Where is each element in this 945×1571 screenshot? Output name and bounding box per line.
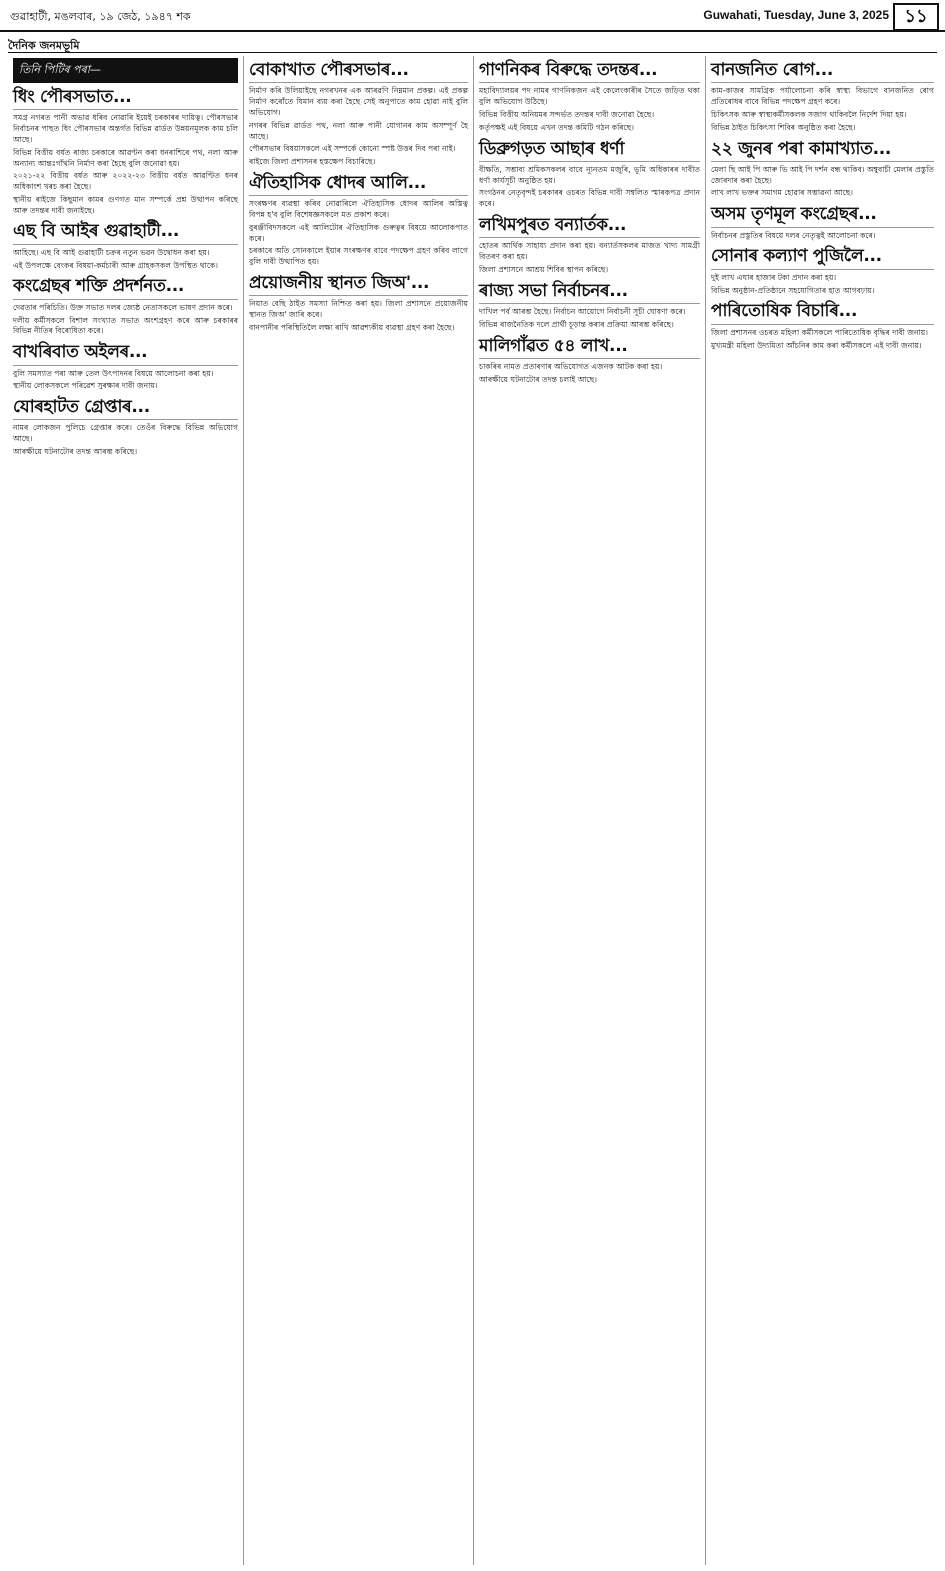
article xyxy=(13,221,238,271)
page-header xyxy=(0,0,945,32)
article-paragraph: স্থানীয় লোকসকলে পৰিৱেশ সুৰক্ষাৰ দাবী জনায়। xyxy=(13,381,158,391)
article-paragraph: দুই লাখ এঘাৰ হাজাৰ টকা প্ৰদান কৰা হয়। xyxy=(711,272,837,282)
column-4 xyxy=(706,56,939,1565)
article xyxy=(711,139,934,200)
article-paragraph: নিৰ্মাণ কৰি উলিয়াইছে নগৰখনৰ এক আৰৱণি নিম্নমান প্ৰকল্প। এই প্ৰকল্প নিৰ্মাণ কৰোঁতে যিমান ব্যয় কৰা হৈছে সেই অনুপাতে কাম হোৱা নাই বুলি অভিযোগ। xyxy=(249,86,468,117)
article-headline: গাণনিকৰ বিৰুদ্ধে তদন্তৰ... xyxy=(479,60,700,83)
paper-name: দৈনিক জনমভূমি xyxy=(8,39,80,52)
article xyxy=(711,246,934,296)
article-paragraph: জিলা প্ৰশাসনৰ ওচৰত মহিলা কৰ্মীসকলে পাৰিতোষিক বৃদ্ধিৰ দাবী জনায়। xyxy=(711,327,928,337)
article-paragraph: বুৰঞ্জীবিদসকলে এই আলিটোৰ ঐতিহাসিক গুৰুত্বৰ বিষয়ে আলোকপাত কৰে। xyxy=(249,222,468,243)
column-3 xyxy=(474,56,706,1565)
article-paragraph: লাখ লাখ ভক্তৰ সমাগম হোৱাৰ সম্ভাৱনা আছে। xyxy=(711,188,853,198)
article-paragraph: বীক্ষতি, সম্ভাব্য শ্ৰমিকসকলৰ বাবে ন্যূনতম মজুৰি, ভূমি অধিকাৰৰ দাবীত ধৰ্ণা কাৰ্যসূচী অনুষ্ঠিত হয়। xyxy=(479,164,700,185)
article-paragraph: চৰকাৰে অতি সোনকালে ইয়াৰ সংৰক্ষণৰ বাবে পদক্ষেপ গ্ৰহণ কৰিব লাগে বুলি দাবী উত্থাপিত হয়। xyxy=(249,246,468,267)
article-paragraph: নগৰৰ বিভিন্ন ৱাৰ্ডত পথ, নলা আৰু পানী যোগানৰ কাম অসম্পূৰ্ণ হৈ আছে। xyxy=(249,120,468,141)
article-headline: মালিগাঁৱত ৫৪ লাখ... xyxy=(479,336,700,359)
article-paragraph: স্থানীয় ৰাইজে কিছুমান কামৰ গুণগত মান সম্পৰ্কে প্ৰশ্ন উত্থাপন কৰিছে আৰু তদন্তৰ দাবী জনাইছে। xyxy=(13,194,238,215)
article-paragraph: বিভিন্ন বিত্তীয় অনিয়মৰ সন্দৰ্ভত তদন্তৰ দাবী জনোৱা হৈছে। xyxy=(479,109,655,119)
article-paragraph: দাখিল পৰ্ব আৰম্ভ হৈছে। নিৰ্বাচন আয়োগে নিৰ্বাচনী সূচী ঘোষণা কৰে। xyxy=(479,307,686,317)
article-paragraph: জিলা প্ৰশাসনে আশ্ৰয় শিবিৰ স্থাপন কৰিছে। xyxy=(479,264,609,274)
article-headline: যোৰহাটত গ্ৰেপ্তাৰ... xyxy=(13,397,238,420)
article-paragraph: বিভিন্ন ঠাইত চিকিৎসা শিবিৰ অনুষ্ঠিত কৰা হৈছে। xyxy=(711,122,856,132)
article xyxy=(13,342,238,392)
article-paragraph: মেলা ছি আই পি আৰু ভি আই পি দৰ্শন বন্ধ থাকিব। অম্বুবাচী মেলাৰ প্ৰস্তুতি জোৰদাৰ কৰা হৈছে। xyxy=(711,164,934,185)
article-paragraph: ২০২১-২২ বিত্তীয় বৰ্ষত আৰু ২০২২-২৩ বিত্তীয় বৰ্ষত আৱণ্টিত ধনৰ অধিকাংশ খৰচ কৰা হৈছে। xyxy=(13,171,238,192)
article xyxy=(479,139,700,211)
article-paragraph: হোতৰ আৰ্থিক সাহায্য প্ৰদান কৰা হয়। বন্যাৰ্তসকলৰ মাজত খাদ্য সামগ্ৰী বিতৰণ কৰা হয়। xyxy=(479,241,700,262)
article-paragraph: দেৱতাৰ পৰিচিতি। উক্ত সভাত দলৰ জ্যেষ্ঠ নেতাসকলে ভাষণ প্ৰদান কৰে। xyxy=(13,302,233,312)
masthead xyxy=(8,34,937,53)
article-paragraph: সমগ্ৰ নগৰত পানী অভাৱ ধৰিব নোৱাৰি ইয়েই চৰকাৰৰ দায়িত্ব। পৌৰসভাৰ নিৰ্বাচনৰ পাছত ধিং পৌৰসভাৰ অন্তৰ্গত বিভিন্ন ৱাৰ্ডত উন্নয়নমূলক কাম চলি আছে। xyxy=(13,113,238,144)
article xyxy=(13,397,238,458)
article xyxy=(13,276,238,337)
article-paragraph: নিৰ্বাচনৰ প্ৰস্তুতিৰ বিষয়ে দলৰ নেতৃত্বই আলোচনা কৰে। xyxy=(711,230,876,240)
article-headline: সোনাৰ কল্যাণ পুজিলৈ... xyxy=(711,246,934,269)
article-paragraph: আহিছে। এছ বি আই গুৱাহাটী চক্ৰৰ নতুন ভৱন উদ্বোধন কৰা হয়। xyxy=(13,247,210,257)
article-paragraph: পৌৰসভাৰ বিষয়াসকলে এই সম্পৰ্কে কোনো স্পষ্ট উত্তৰ দিব পৰা নাই। xyxy=(249,144,456,154)
article-paragraph: মুখ্যমন্ত্ৰী মহিলা উদ্যমিতা আঁচনিৰ কাম কৰা কৰ্মীসকলে এই দাবী জনায়। xyxy=(711,340,922,350)
article xyxy=(479,215,700,276)
article-paragraph: চাকৰিৰ নামত প্ৰতাৰণাৰ অভিযোগত এজনক আটক কৰা হয়। xyxy=(479,362,663,372)
article-paragraph: সংগঠনৰ নেতৃবৃন্দই চৰকাৰৰ ওচৰত বিভিন্ন দাবী সম্বলিত স্মাৰকপত্ৰ প্ৰদান কৰে। xyxy=(479,188,700,209)
article-headline: লখিমপুৰত বন্যাৰ্তক... xyxy=(479,215,700,238)
article-headline: বোকাখাত পৌৰসভাৰ... xyxy=(249,60,468,83)
article-paragraph: সংৰক্ষণৰ ব্যৱস্থা কৰিব নোৱাৰিলে ঐতিহাসিক ধোদৰ আলিৰ অস্তিত্ব বিপন্ন হ'ব বুলি বিশেষজ্ঞসকলে মত প্ৰকাশ কৰে। xyxy=(249,199,468,220)
article-paragraph: কৰ্তৃপক্ষই এই বিষয়ে এখন তদন্ত কমিটি গঠন কৰিছে। xyxy=(479,122,634,132)
header-date-assamese: গুৱাহাটী, মঙলবাৰ, ১৯ জেঠ, ১৯৪৭ শক xyxy=(10,10,191,23)
article-headline: এছ বি আইৰ গুৱাহাটী... xyxy=(13,221,238,244)
article xyxy=(249,173,468,268)
article xyxy=(249,60,468,168)
article-headline: ২২ জুনৰ পৰা কামাখ্যাত... xyxy=(711,139,934,162)
article-paragraph: নিয়াত বেছি ঠাইত সমস্যা নিশ্চিত কৰা হয়। জিলা প্ৰশাসনে প্ৰয়োজনীয় স্থানত জিঅ' জাৰি কৰে। xyxy=(249,299,468,320)
article xyxy=(479,281,700,331)
article-paragraph: বিভিন্ন ৰাজনৈতিক দলে প্ৰাৰ্থী চূড়ান্ত কৰাৰ প্ৰক্ৰিয়া আৰম্ভ কৰিছে। xyxy=(479,319,674,329)
column-2 xyxy=(244,56,474,1565)
article-paragraph: চিকিৎসক আৰু স্বাস্থ্যকৰ্মীসকলক সজাগ থাকিবলৈ নিৰ্দেশ দিয়া হয়। xyxy=(711,109,907,119)
article-paragraph: আৰক্ষীয়ে ঘটনাটোৰ তদন্ত চলাই আছে। xyxy=(479,374,597,384)
article xyxy=(711,60,934,134)
article-paragraph: এই উপলক্ষে বেংকৰ বিষয়া-কৰ্মচাৰী আৰু গ্ৰাহকসকল উপস্থিত থাকে। xyxy=(13,260,218,270)
article-headline: পাৰিতোষিক বিচাৰি... xyxy=(711,301,934,324)
header-date-english: Guwahati, Tuesday, June 3, 2025 xyxy=(703,8,889,22)
article-paragraph: কাম-কাজৰ সামগ্ৰিক পৰ্যালোচনা কৰি স্বাস্থ্য বিভাগে বানজনিত ৰোগ প্ৰতিৰোধৰ বাবে বিভিন্ন পদক্ষেপ গ্ৰহণ কৰে। xyxy=(711,86,934,107)
article-headline: ধিং পৌৰসভাত... xyxy=(13,87,238,110)
article-headline: প্ৰয়োজনীয় স্থানত জিঅ'... xyxy=(249,273,468,296)
article xyxy=(479,60,700,134)
article xyxy=(711,204,934,241)
article-paragraph: নামৰ লোকজন পুলিচে গ্ৰেপ্তাৰ কৰে। তেওঁৰ বিৰুদ্ধে বিভিন্ন অভিযোগ আছে। xyxy=(13,423,238,444)
article-headline: অসম তৃণমূল কংগ্ৰেছৰ... xyxy=(711,204,934,227)
article-paragraph: বিভিন্ন বিত্তীয় বৰ্ষত ৰাজ্য চৰকাৰে আৱণ্টন কৰা ধনৰাশিৰে পথ, নলা আৰু অন্যান্য আন্তঃগাঁথনি নিৰ্মাণ কৰা হৈছে বুলি জনোৱা হয়। xyxy=(13,147,238,168)
article-headline: ডিব্ৰুগড়ত আছাৰ ধৰ্ণা xyxy=(479,139,700,162)
article xyxy=(249,273,468,334)
article-headline: ৰাজ্য সভা নিৰ্বাচনৰ... xyxy=(479,281,700,304)
article-paragraph: বিভিন্ন অনুষ্ঠান-প্ৰতিষ্ঠানে সহযোগিতাৰ হাত আগবঢ়ায়। xyxy=(711,285,875,295)
article-headline: ঐতিহাসিক ধোদৰ আলি... xyxy=(249,173,468,196)
article-paragraph: ৰাইজে জিলা প্ৰশাসনৰ হস্তক্ষেপ বিচাৰিছে। xyxy=(249,157,376,167)
article-headline: কংগ্ৰেছৰ শক্তি প্ৰদৰ্শনত... xyxy=(13,276,238,299)
article xyxy=(479,336,700,386)
article-headline: বানজনিত ৰোগ... xyxy=(711,60,934,83)
page-number: ১১ xyxy=(893,3,939,31)
column-1 xyxy=(8,56,244,1565)
article-paragraph: বানপানীৰ পৰিস্থিতিলৈ লক্ষ্য ৰাখি আৱশ্যকীয় ব্যৱস্থা গ্ৰহণ কৰা হৈছে। xyxy=(249,322,455,332)
article-paragraph: দলীয় কৰ্মীসকলে বিশাল সংখ্যাত সভাত অংশগ্ৰহণ কৰে আৰু চৰকাৰৰ বিভিন্ন নীতিৰ বিৰোধিতা কৰে। xyxy=(13,315,238,336)
article xyxy=(711,301,934,351)
article-paragraph: মহাবিদ্যালয়ৰ পদ নামৰ গাণনিকজন এই কেলেংকাৰীৰ সৈতে জড়িত থকা বুলি অভিযোগ উঠিছে। xyxy=(479,86,700,107)
article xyxy=(13,87,238,216)
section-kicker: তিনি পিটিৰ পৰা— xyxy=(13,58,238,83)
article-headline: বাখৰিবাত অইলৰ... xyxy=(13,342,238,365)
article-paragraph: বুলি সমস্যাত পৰা আৰু তেল উৎপাদনৰ বিষয়ে আলোচনা কৰা হয়। xyxy=(13,368,214,378)
article-paragraph: আৰক্ষীয়ে ঘটনাটোৰ তদন্ত আৰম্ভ কৰিছে। xyxy=(13,447,138,457)
